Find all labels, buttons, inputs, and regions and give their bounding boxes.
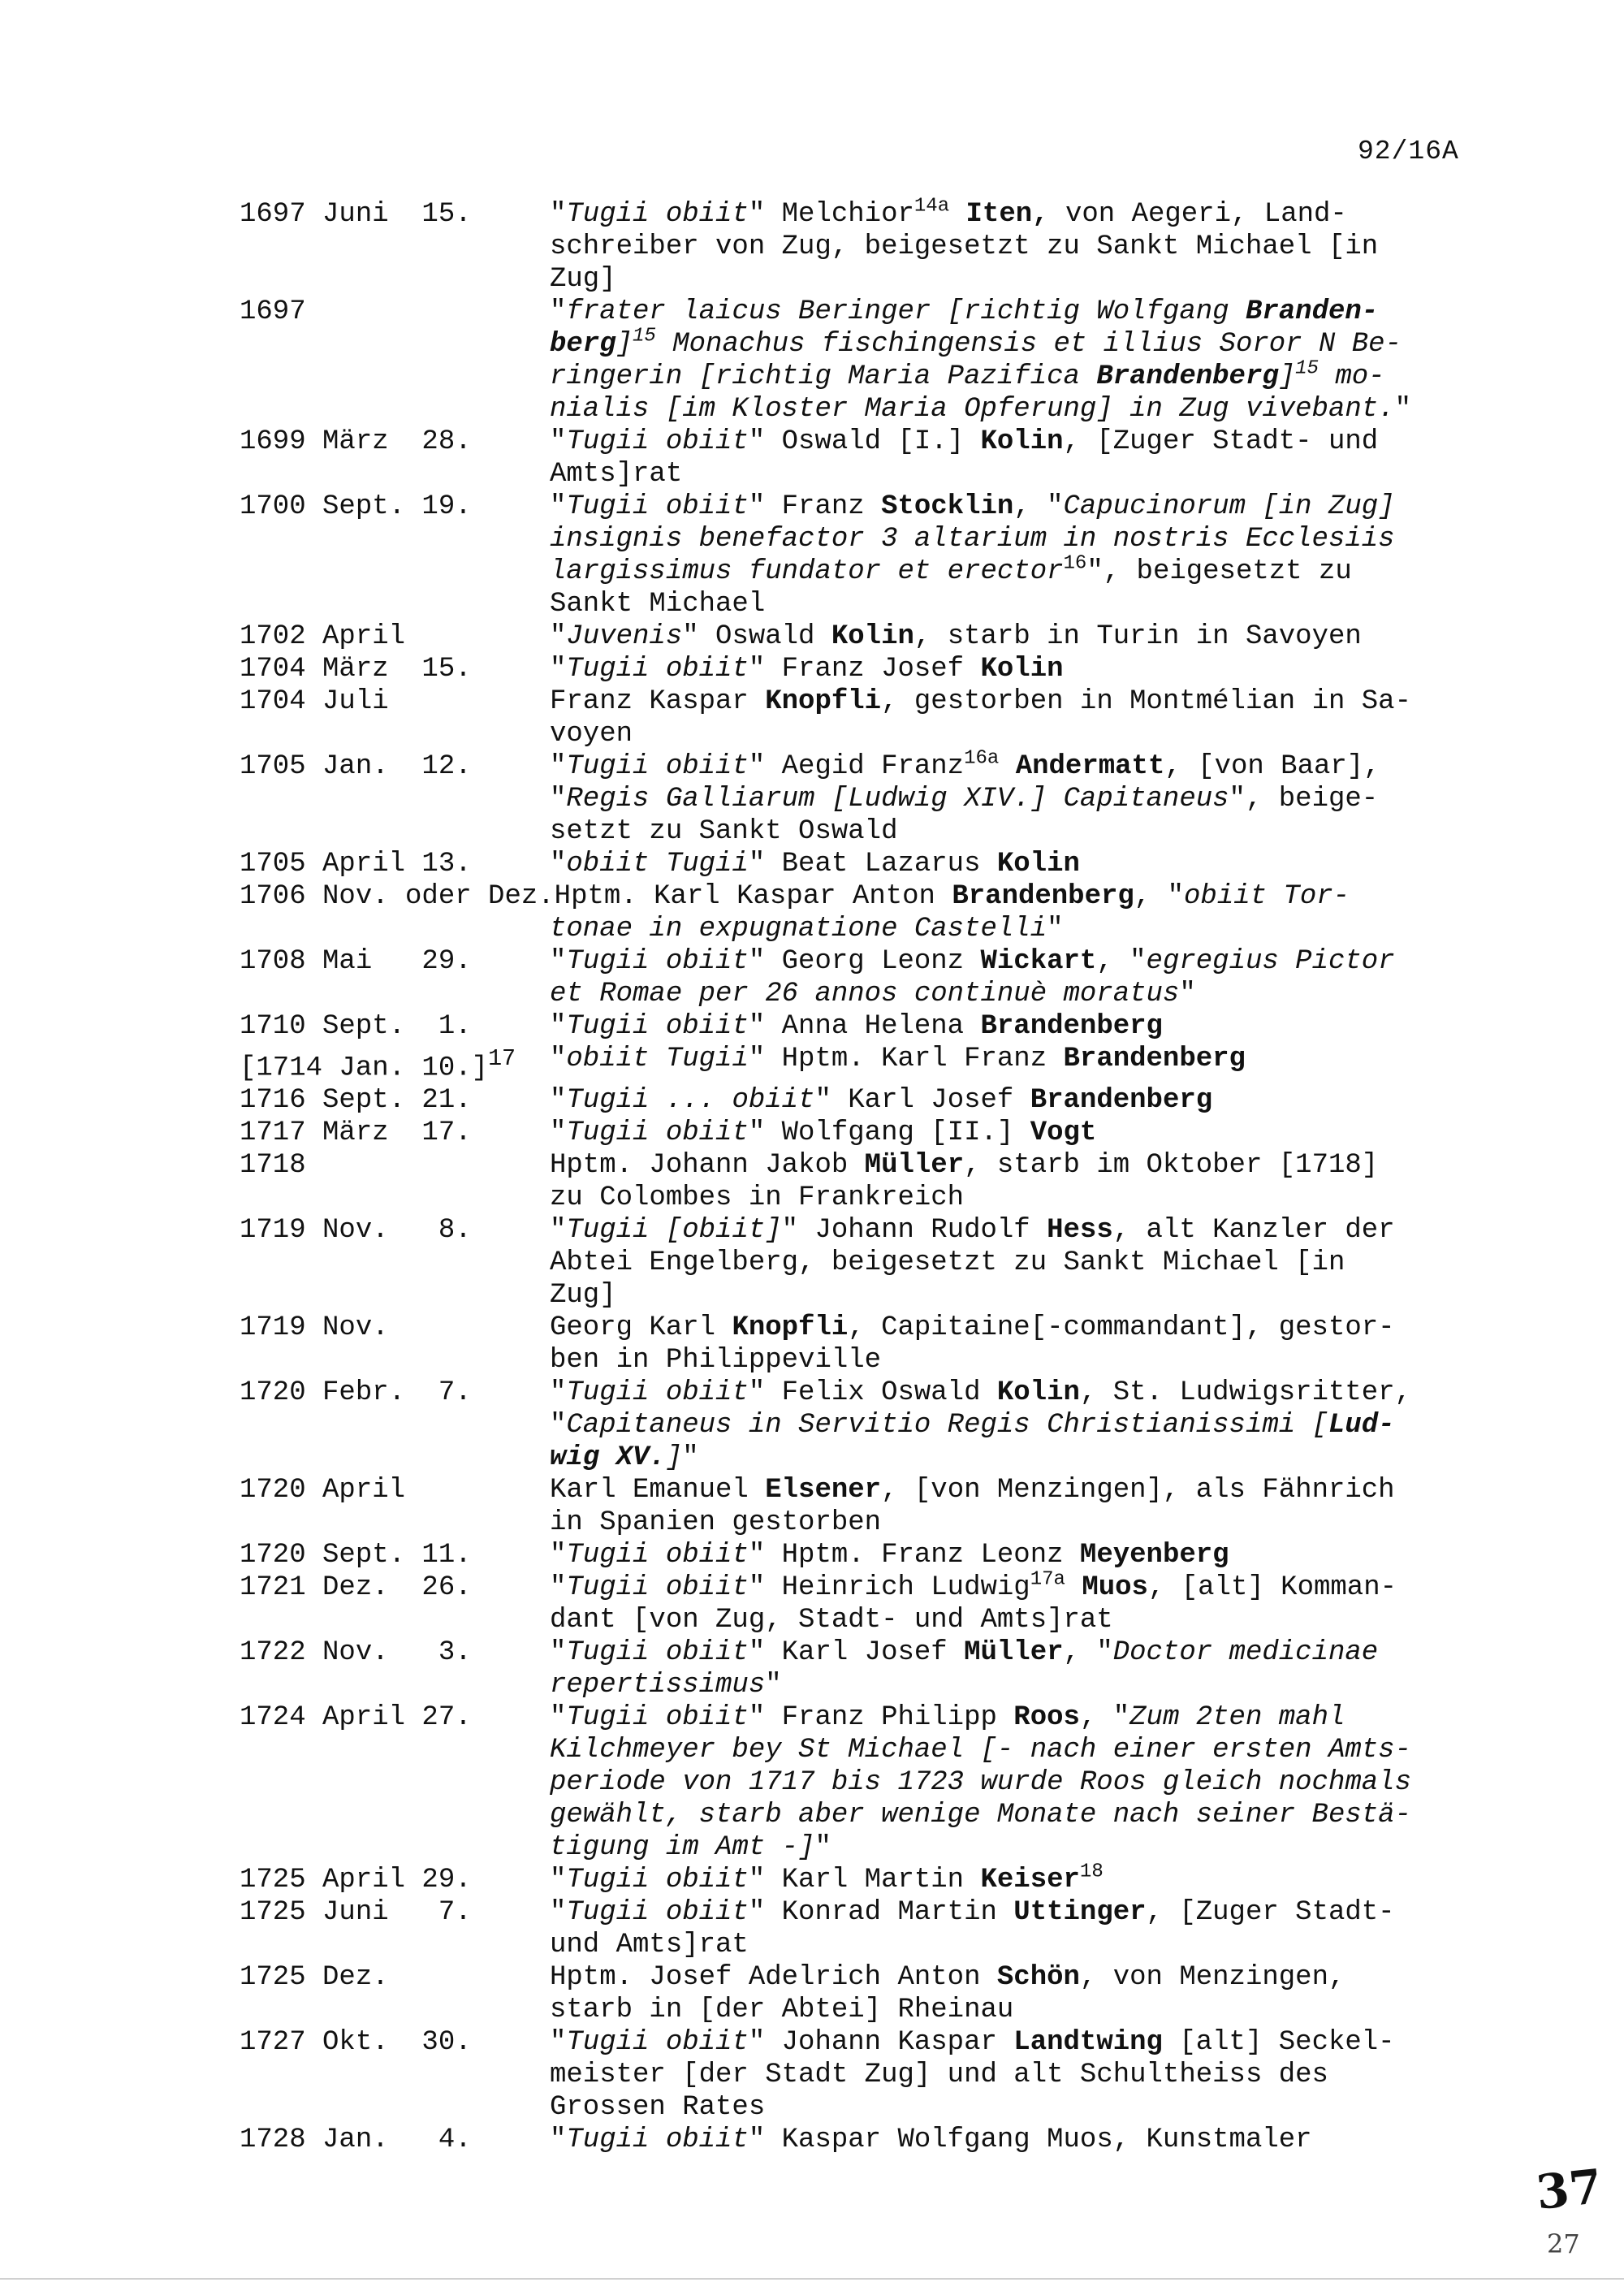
entry-date: 1706 Nov. oder Dez. xyxy=(240,881,555,912)
register-entry xyxy=(240,296,1474,426)
entry-text: "Tugii obiit" Konrad Martin Uttinger, [Zuger Stadt- und Amts]rat xyxy=(550,1897,1395,1961)
register-entry xyxy=(240,945,1474,1010)
register-entry xyxy=(240,1571,1474,1636)
entry-text: tonae in expugnatione Castelli" xyxy=(550,914,1064,944)
entry-text: "Tugii obiit" Oswald [I.] Kolin, [Zuger Stadt- und Amts]rat xyxy=(550,426,1379,490)
scan-edge-divider xyxy=(0,2278,1624,2280)
register-entry xyxy=(240,1312,1474,1377)
entry-text: "Tugii obiit" Karl Martin Keiser$^{18}$ xyxy=(550,1861,1104,1896)
entry-date: 1725 Dez. xyxy=(240,1962,389,1994)
entry-text: "Tugii obiit" Anna Helena Brandenberg xyxy=(550,1011,1163,1042)
entry-date: 1720 Febr. 7. xyxy=(240,1377,472,1409)
register-entry xyxy=(240,1861,1474,1896)
entry-text: Georg Karl Knopfli, Capitaine[-commandant], gestor- ben in Philippeville xyxy=(550,1312,1395,1377)
entry-text: "Tugii obiit" Franz Stocklin, "Capucinorum [in Zug] insignis benefactor 3 altarium in nostris Ecclesiis largissimus fundator et erector$^{16}$", beigesetzt zu Sankt Michael xyxy=(550,491,1395,620)
entry-text: "obiit Tugii" Beat Lazarus Kolin xyxy=(550,849,1080,880)
register-entry xyxy=(240,1701,1474,1864)
entry-text: "Tugii obiit" Johann Kaspar Landtwing [alt] Seckel- meister [der Stadt Zug] und alt Schultheiss des Grossen Rates xyxy=(550,2027,1395,2124)
entry-text: "Juvenis" Oswald Kolin, starb in Turin in Savoyen xyxy=(550,621,1362,652)
entry-text: "Tugii obiit" Karl Josef Müller, "Doctor medicinae repertissimus" xyxy=(550,1637,1379,1701)
register-entry xyxy=(240,426,1474,491)
entry-text: "Tugii obiit" Kaspar Wolfgang Muos, Kunstmaler xyxy=(550,2125,1312,2156)
register-entry xyxy=(240,1214,1474,1312)
register-entry xyxy=(240,1636,1474,1701)
register-entry xyxy=(240,2124,1474,2156)
entry-date: 1719 Nov. xyxy=(240,1312,389,1344)
entry-text: "Tugii obiit" Wolfgang [II.] Vogt xyxy=(550,1117,1097,1149)
register-entry xyxy=(240,1149,1474,1214)
register-entry xyxy=(240,1896,1474,1961)
death-register-list xyxy=(240,195,1474,2156)
register-entry xyxy=(240,1117,1474,1149)
entry-text: "Tugii obiit" Franz Philipp Roos, "Zum 2ten mahl Kilchmeyer bey St Michael [- nach einer ersten Amts- periode von 1717 bis 1723 wurde Roos gleich nochmals gewählt, starb aber wenige Monate nach seiner Bestä- tigung im Amt -]" xyxy=(550,1702,1411,1864)
entry-text: "Tugii ... obiit" Karl Josef Brandenberg xyxy=(550,1085,1213,1117)
entry-date: 1700 Sept. 19. xyxy=(240,491,472,522)
entry-text: "Tugii obiit" Georg Leonz Wickart, "egregius Pictor et Romae per 26 annos continuè moratus" xyxy=(550,946,1395,1009)
entry-text: Hptm. Johann Jakob Müller, starb im Oktober [1718] zu Colombes in Frankreich xyxy=(550,1150,1379,1214)
entry-date: 1720 April xyxy=(240,1475,406,1506)
register-entry xyxy=(240,1043,1474,1084)
entry-date: [1714 Jan. 10.]$^{17}$ xyxy=(240,1045,516,1084)
register-entry xyxy=(240,491,1474,620)
entry-date: 1725 April 29. xyxy=(240,1865,472,1896)
register-entry xyxy=(240,1961,1474,2026)
entry-date: 1718 xyxy=(240,1150,306,1182)
entry-date: 1717 März 17. xyxy=(240,1117,472,1149)
register-entry xyxy=(240,1084,1474,1117)
entry-date: 1702 April xyxy=(240,621,406,652)
register-entry xyxy=(240,1539,1474,1571)
entry-text: Karl Emanuel Elsener, [von Menzingen], als Fähnrich in Spanien gestorben xyxy=(550,1475,1395,1539)
register-entry xyxy=(240,913,1474,945)
register-entry xyxy=(240,1377,1474,1474)
page-number: 92/16A xyxy=(1358,136,1459,166)
entry-date: 1697 Juni 15. xyxy=(240,199,472,230)
entry-text: Hptm. Karl Kaspar Anton Brandenberg, "obiit Tor- xyxy=(554,881,1350,912)
entry-date: 1704 Juli xyxy=(240,686,389,717)
entry-date: 1722 Nov. 3. xyxy=(240,1637,472,1669)
entry-date: 1716 Sept. 21. xyxy=(240,1085,472,1117)
entry-text: "Tugii obiit" Franz Josef Kolin xyxy=(550,654,1064,685)
register-entry xyxy=(240,848,1474,880)
entry-text: "Tugii obiit" Felix Oswald Kolin, St. Ludwigsritter, "Capitaneus in Servitio Regis Christianissimi [Lud- wig XV.]" xyxy=(550,1377,1412,1474)
entry-date: 1724 April 27. xyxy=(240,1702,472,1734)
entry-date: 1727 Okt. 30. xyxy=(240,2027,472,2059)
entry-date: 1719 Nov. 8. xyxy=(240,1215,472,1247)
register-entry xyxy=(240,880,1474,913)
entry-text: "Tugii obiit" Aegid Franz$^{16a}$ Andermatt, [von Baar], "Regis Galliarum [Ludwig XIV.] Capitaneus", beige- setzt zu Sankt Oswald xyxy=(550,747,1380,847)
entry-date xyxy=(240,913,550,945)
entry-date: 1725 Juni 7. xyxy=(240,1897,472,1929)
entry-text: "Tugii [obiit]" Johann Rudolf Hess, alt Kanzler der Abtei Engelberg, beigesetzt zu Sankt Michael [in Zug] xyxy=(550,1215,1395,1312)
handwritten-page-mark: 27 xyxy=(1547,2228,1580,2259)
register-entry xyxy=(240,620,1474,653)
entry-text: "Tugii obiit" Hptm. Franz Leonz Meyenberg xyxy=(550,1540,1229,1571)
entry-date: 1710 Sept. 1. xyxy=(240,1011,472,1042)
entry-date: 1705 April 13. xyxy=(240,849,472,880)
entry-text: "frater laicus Beringer [richtig Wolfgang Branden- berg]$^{15}$ Monachus fischingensis et illius Soror N Be- ringerin [richtig Maria Pazifica Brandenberg]$^{15}$ mo- nialis [im Kloster Maria Opferung] in Zug vivebant." xyxy=(550,296,1411,425)
register-entry xyxy=(240,1474,1474,1539)
register-entry xyxy=(240,195,1474,296)
entry-text: Franz Kaspar Knopfli, gestorben in Montmélian in Sa- voyen xyxy=(550,686,1411,750)
entry-text: "obiit Tugii" Hptm. Karl Franz Brandenberg xyxy=(550,1044,1246,1074)
entry-date: 1705 Jan. 12. xyxy=(240,751,472,782)
entry-date: 1704 März 15. xyxy=(240,654,472,685)
handwritten-page-number: 37 xyxy=(1533,2158,1605,2221)
entry-text: "Tugii obiit" Heinrich Ludwig$^{17a}$ Muos, [alt] Komman- dant [von Zug, Stadt- und Amts]rat xyxy=(550,1569,1397,1636)
entry-date: 1708 Mai 29. xyxy=(240,946,472,977)
entry-date: 1728 Jan. 4. xyxy=(240,2125,472,2156)
entry-text: "Tugii obiit" Melchior$^{14a}$ Iten, von Aegeri, Land- schreiber von Zug, beigesetzt zu Sankt Michael [in Zug] xyxy=(550,195,1379,295)
entry-date: 1699 März 28. xyxy=(240,426,472,457)
register-entry xyxy=(240,2026,1474,2124)
entry-date: 1720 Sept. 11. xyxy=(240,1540,472,1571)
entry-date: 1721 Dez. 26. xyxy=(240,1572,472,1604)
entry-text: Hptm. Josef Adelrich Anton Schön, von Menzingen, starb in [der Abtei] Rheinau xyxy=(550,1962,1345,2026)
register-entry xyxy=(240,653,1474,685)
register-entry xyxy=(240,747,1474,848)
register-entry xyxy=(240,685,1474,750)
entry-date: 1697 xyxy=(240,296,306,327)
register-entry xyxy=(240,1010,1474,1043)
